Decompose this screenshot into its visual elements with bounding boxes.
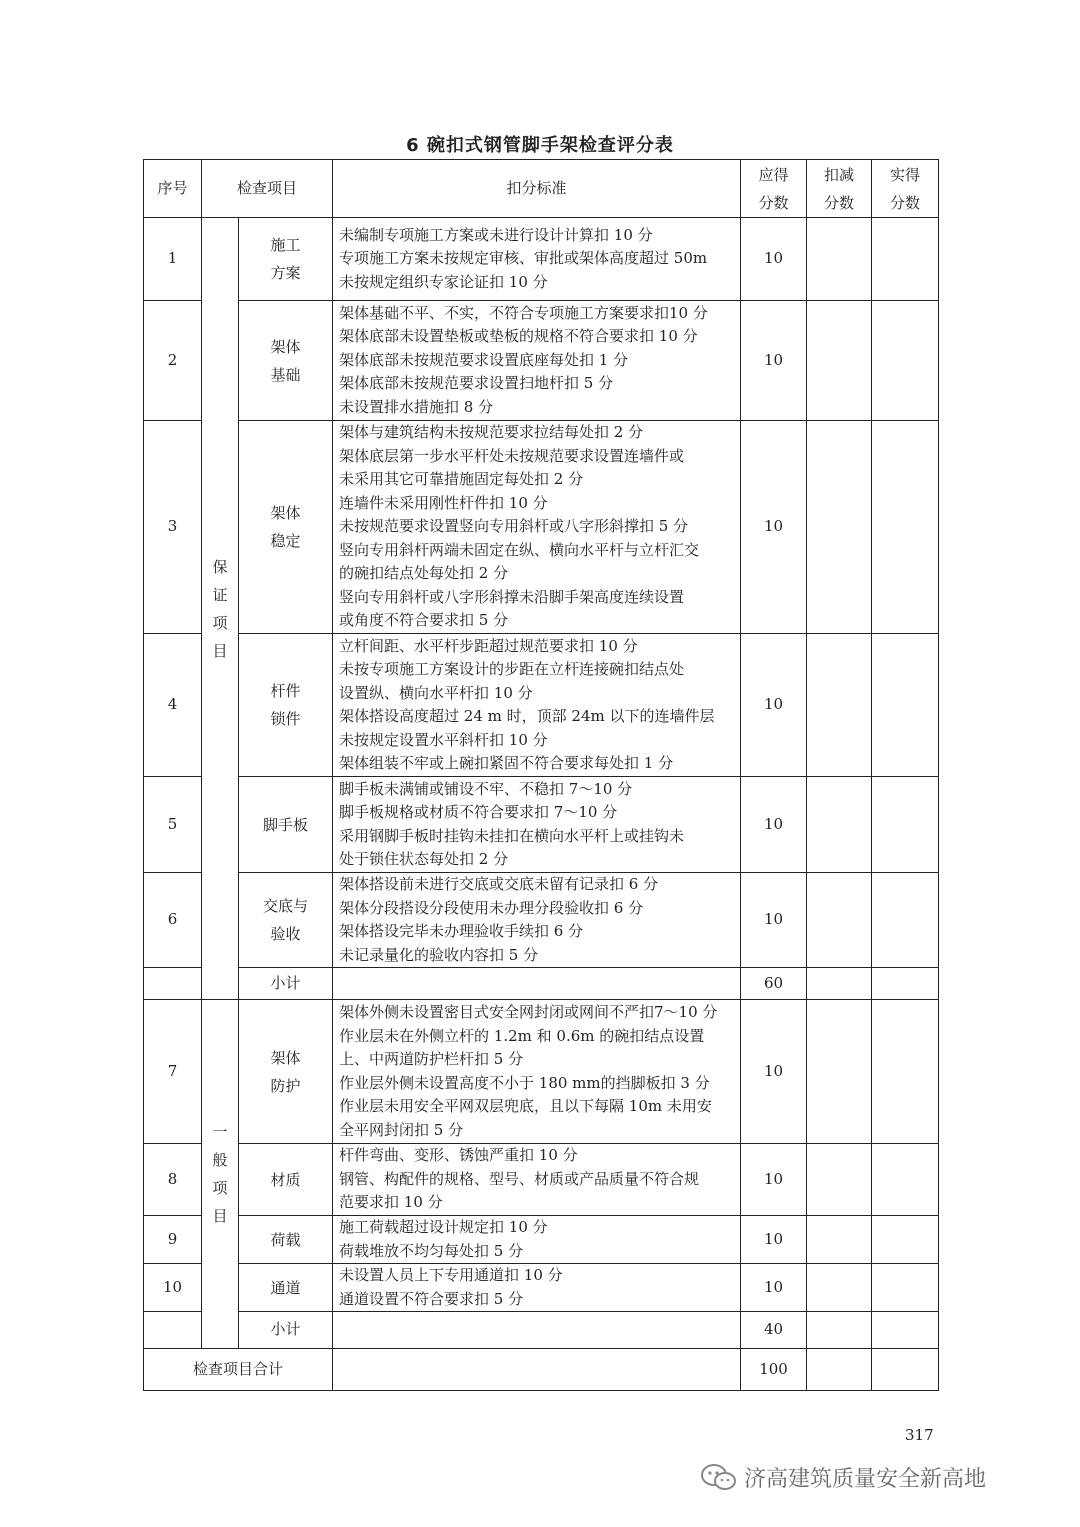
- table-row: [144, 218, 939, 301]
- row-criteria: 施工荷载超过设计规定扣 10 分 荷载堆放不均匀每处扣 5 分: [333, 1216, 741, 1264]
- row-actual-score[interactable]: [872, 218, 939, 301]
- row-criteria: 脚手板未满铺或铺设不牢、不稳扣 7～10 分 脚手板规格或材质不符合要求扣 7～10 分 采用钢脚手板时挂钩未挂扣在横向水平杆上或挂钩未 处于锁住状态每处扣 2 分: [333, 777, 741, 873]
- subtotal-should-score: 40: [741, 1312, 807, 1349]
- total-should-score: 100: [741, 1349, 807, 1391]
- row-seq: 3: [144, 421, 202, 634]
- row-item: 通道: [239, 1264, 333, 1312]
- row-item: 架体 稳定: [239, 421, 333, 634]
- row-criteria: 未编制专项施工方案或未进行设计计算扣 10 分 专项施工方案未按规定审核、审批或架体高度超过 50m 未按规定组织专家论证扣 10 分: [333, 218, 741, 301]
- row-actual-score[interactable]: [872, 421, 939, 634]
- subtotal-criteria-empty: [333, 1312, 741, 1349]
- score-table: [143, 159, 939, 1391]
- row-item: 材质: [239, 1144, 333, 1216]
- row-deduct-score[interactable]: [807, 777, 872, 873]
- row-actual-score[interactable]: [872, 1264, 939, 1312]
- header-seq: 序号: [144, 160, 202, 218]
- row-item: 脚手板: [239, 777, 333, 873]
- subtotal-row-guarantee: [144, 968, 939, 1000]
- group-general-label: 一 般 项 目: [202, 1000, 239, 1349]
- row-seq: 1: [144, 218, 202, 301]
- row-seq: 10: [144, 1264, 202, 1312]
- watermark-text: 济高建筑质量安全新高地: [744, 1467, 987, 1492]
- row-should-score: 10: [741, 777, 807, 873]
- row-should-score: 10: [741, 1000, 807, 1144]
- table-row: [144, 634, 939, 777]
- wechat-icon: [700, 1463, 738, 1493]
- header-deduct-score: 扣减 分数: [807, 160, 872, 218]
- row-seq: 7: [144, 1000, 202, 1144]
- subtotal-deduct-score[interactable]: [807, 1312, 872, 1349]
- row-should-score: 10: [741, 1144, 807, 1216]
- row-deduct-score[interactable]: [807, 1000, 872, 1144]
- row-should-score: 10: [741, 1264, 807, 1312]
- row-actual-score[interactable]: [872, 1216, 939, 1264]
- row-should-score: 10: [741, 873, 807, 968]
- row-item: 杆件 锁件: [239, 634, 333, 777]
- subtotal-label: 小计: [239, 1312, 333, 1349]
- row-criteria: 架体外侧未设置密目式安全网封闭或网间不严扣7～10 分 作业层未在外侧立杆的 1.2m 和 0.6m 的碗扣结点设置 上、中两道防护栏杆扣 5 分 作业层外侧未设置高度不小于 180 mm的挡脚板扣 3 分 作业层未用安全平网双层兜底，且以下每隔 10m 未用安 全平网封闭扣 5 分: [333, 1000, 741, 1144]
- row-actual-score[interactable]: [872, 873, 939, 968]
- header-row: [144, 160, 939, 218]
- row-should-score: 10: [741, 421, 807, 634]
- table-row: [144, 301, 939, 421]
- table-row: [144, 777, 939, 873]
- row-deduct-score[interactable]: [807, 1216, 872, 1264]
- row-seq: 8: [144, 1144, 202, 1216]
- row-deduct-score[interactable]: [807, 873, 872, 968]
- subtotal-actual-score[interactable]: [872, 1312, 939, 1349]
- subtotal-seq-empty: [144, 1312, 202, 1349]
- row-actual-score[interactable]: [872, 1144, 939, 1216]
- total-row: [144, 1349, 939, 1391]
- row-item: 交底与 验收: [239, 873, 333, 968]
- row-seq: 2: [144, 301, 202, 421]
- row-criteria: 架体基础不平、不实，不符合专项施工方案要求扣10 分 架体底部未设置垫板或垫板的规格不符合要求扣 10 分 架体底部未按规范要求设置底座每处扣 1 分 架体底部未按规范要求设置扫地杆扣 5 分 未设置排水措施扣 8 分: [333, 301, 741, 421]
- subtotal-seq-empty: [144, 968, 202, 1000]
- header-actual-score: 实得 分数: [872, 160, 939, 218]
- row-criteria: 架体与建筑结构未按规范要求拉结每处扣 2 分 架体底层第一步水平杆处未按规范要求设置连墙件或 未采用其它可靠措施固定每处扣 2 分 连墙件未采用刚性杆件扣 10 分 未按规范要求设置竖向专用斜杆或八字形斜撑扣 5 分 竖向专用斜杆两端未固定在纵、横向水平杆与立杆汇交 的碗扣结点处每处扣 2 分 竖向专用斜杆或八字形斜撑未沿脚手架高度连续设置 或角度不符合要求扣 5 分: [333, 421, 741, 634]
- row-actual-score[interactable]: [872, 634, 939, 777]
- row-should-score: 10: [741, 218, 807, 301]
- subtotal-criteria-empty: [333, 968, 741, 1000]
- subtotal-label: 小计: [239, 968, 333, 1000]
- subtotal-deduct-score[interactable]: [807, 968, 872, 1000]
- page-title: 6 碗扣式钢管脚手架检查评分表: [406, 135, 674, 156]
- row-deduct-score[interactable]: [807, 218, 872, 301]
- header-criteria: 扣分标准: [333, 160, 741, 218]
- table-row: [144, 1144, 939, 1216]
- subtotal-actual-score[interactable]: [872, 968, 939, 1000]
- watermark: [700, 1462, 986, 1493]
- page-number: 317: [905, 1426, 934, 1444]
- row-item: 架体 基础: [239, 301, 333, 421]
- row-should-score: 10: [741, 1216, 807, 1264]
- row-seq: 5: [144, 777, 202, 873]
- row-criteria: 架体搭设前未进行交底或交底未留有记录扣 6 分 架体分段搭设分段使用未办理分段验收扣 6 分 架体搭设完毕未办理验收手续扣 6 分 未记录量化的验收内容扣 5 分: [333, 873, 741, 968]
- table-row: [144, 873, 939, 968]
- row-should-score: 10: [741, 634, 807, 777]
- total-criteria-empty: [333, 1349, 741, 1391]
- table-row: [144, 1264, 939, 1312]
- row-actual-score[interactable]: [872, 1000, 939, 1144]
- row-should-score: 10: [741, 301, 807, 421]
- row-seq: 4: [144, 634, 202, 777]
- row-seq: 6: [144, 873, 202, 968]
- row-actual-score[interactable]: [872, 777, 939, 873]
- row-item: 架体 防护: [239, 1000, 333, 1144]
- header-item: 检查项目: [202, 160, 333, 218]
- table-row: [144, 1216, 939, 1264]
- row-deduct-score[interactable]: [807, 421, 872, 634]
- row-deduct-score[interactable]: [807, 301, 872, 421]
- header-should-score: 应得 分数: [741, 160, 807, 218]
- table-row: [144, 1000, 939, 1144]
- group-guarantee-label: 保 证 项 目: [202, 218, 239, 1000]
- subtotal-row-general: [144, 1312, 939, 1349]
- row-deduct-score[interactable]: [807, 1144, 872, 1216]
- row-deduct-score[interactable]: [807, 1264, 872, 1312]
- row-item: 施工 方案: [239, 218, 333, 301]
- row-criteria: 立杆间距、水平杆步距超过规范要求扣 10 分 未按专项施工方案设计的步距在立杆连接碗扣结点处 设置纵、横向水平杆扣 10 分 架体搭设高度超过 24 m 时，顶部 24m 以下的连墙件层 未按规定设置水平斜杆扣 10 分 架体组装不牢或上碗扣紧固不符合要求每处扣 1 分: [333, 634, 741, 777]
- row-deduct-score[interactable]: [807, 634, 872, 777]
- row-criteria: 未设置人员上下专用通道扣 10 分 通道设置不符合要求扣 5 分: [333, 1264, 741, 1312]
- row-actual-score[interactable]: [872, 301, 939, 421]
- total-actual-score[interactable]: [872, 1349, 939, 1391]
- total-label: 检查项目合计: [144, 1349, 333, 1391]
- row-criteria: 杆件弯曲、变形、锈蚀严重扣 10 分 钢管、构配件的规格、型号、材质或产品质量不符合规 范要求扣 10 分: [333, 1144, 741, 1216]
- row-item: 荷载: [239, 1216, 333, 1264]
- row-seq: 9: [144, 1216, 202, 1264]
- total-deduct-score[interactable]: [807, 1349, 872, 1391]
- table-row: [144, 421, 939, 634]
- subtotal-should-score: 60: [741, 968, 807, 1000]
